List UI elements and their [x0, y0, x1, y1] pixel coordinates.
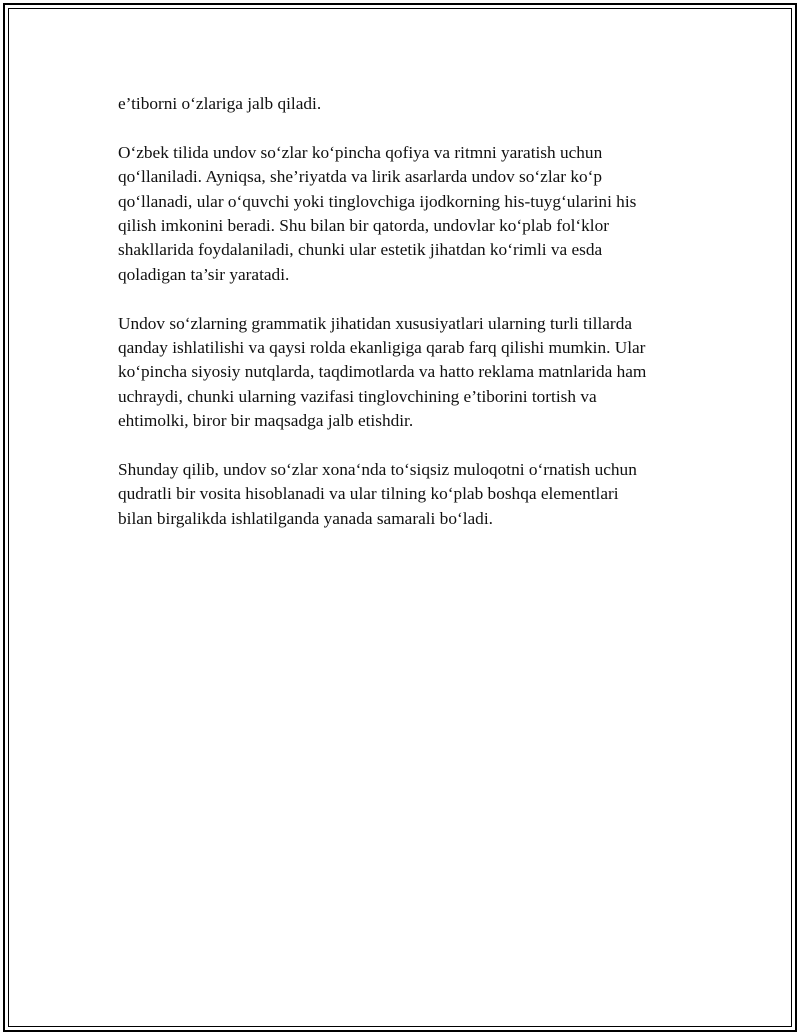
text-line: qanday ishlatilishi va qaysi rolda ekanligiga qarab farq qilishi mumkin. Ular [118, 338, 646, 358]
text-line: O‘zbek tilida undov so‘zlar ko‘pincha qofiya va ritmni yaratish uchun [118, 142, 603, 162]
text-line: uchraydi, chunki ularning vazifasi tinglovchining e’tiborini tortish va [118, 386, 597, 406]
text-line: qudratli bir vosita hisoblanadi va ular tilning ko‘plab boshqa elementlari [118, 484, 619, 504]
text-line: qoladigan ta’sir yaratadi. [118, 264, 290, 284]
text-line: ehtimolki, biror bir maqsadga jalb etishdir. [118, 411, 414, 431]
text-line: Undov so‘zlarning grammatik jihatidan xususiyatlari ularning turli tillarda [118, 313, 632, 333]
paragraph-1 [118, 92, 688, 116]
text-line: qo‘llanadi, ular o‘quvchi yoki tinglovchiga ijodkorning his-tuyg‘ularini his [118, 191, 637, 211]
document-body [118, 92, 688, 556]
text-line: e’tiborni o‘zlariga jalb qiladi. [118, 94, 322, 113]
text-line: qilish imkonini beradi. Shu bilan bir qatorda, undovlar ko‘plab fol‘klor [118, 216, 609, 236]
text-line: bilan birgalikda ishlatilganda yanada samarali bo‘ladi. [118, 508, 493, 528]
paragraph-2 [118, 141, 688, 287]
text-line: ko‘pincha siyosiy nutqlarda, taqdimotlarda va hatto reklama matnlarida ham [118, 362, 647, 382]
paragraph-3 [118, 312, 688, 434]
text-line: shakllarida foydalaniladi, chunki ular estetik jihatdan ko‘rimli va esda [118, 240, 603, 260]
paragraph-4 [118, 458, 688, 531]
text-line: qo‘llaniladi. Ayniqsa, she’riyatda va lirik asarlarda undov so‘zlar ko‘p [118, 167, 603, 187]
text-line: Shunday qilib, undov so‘zlar xona‘nda to‘siqsiz muloqotni o‘rnatish uchun [118, 460, 637, 480]
